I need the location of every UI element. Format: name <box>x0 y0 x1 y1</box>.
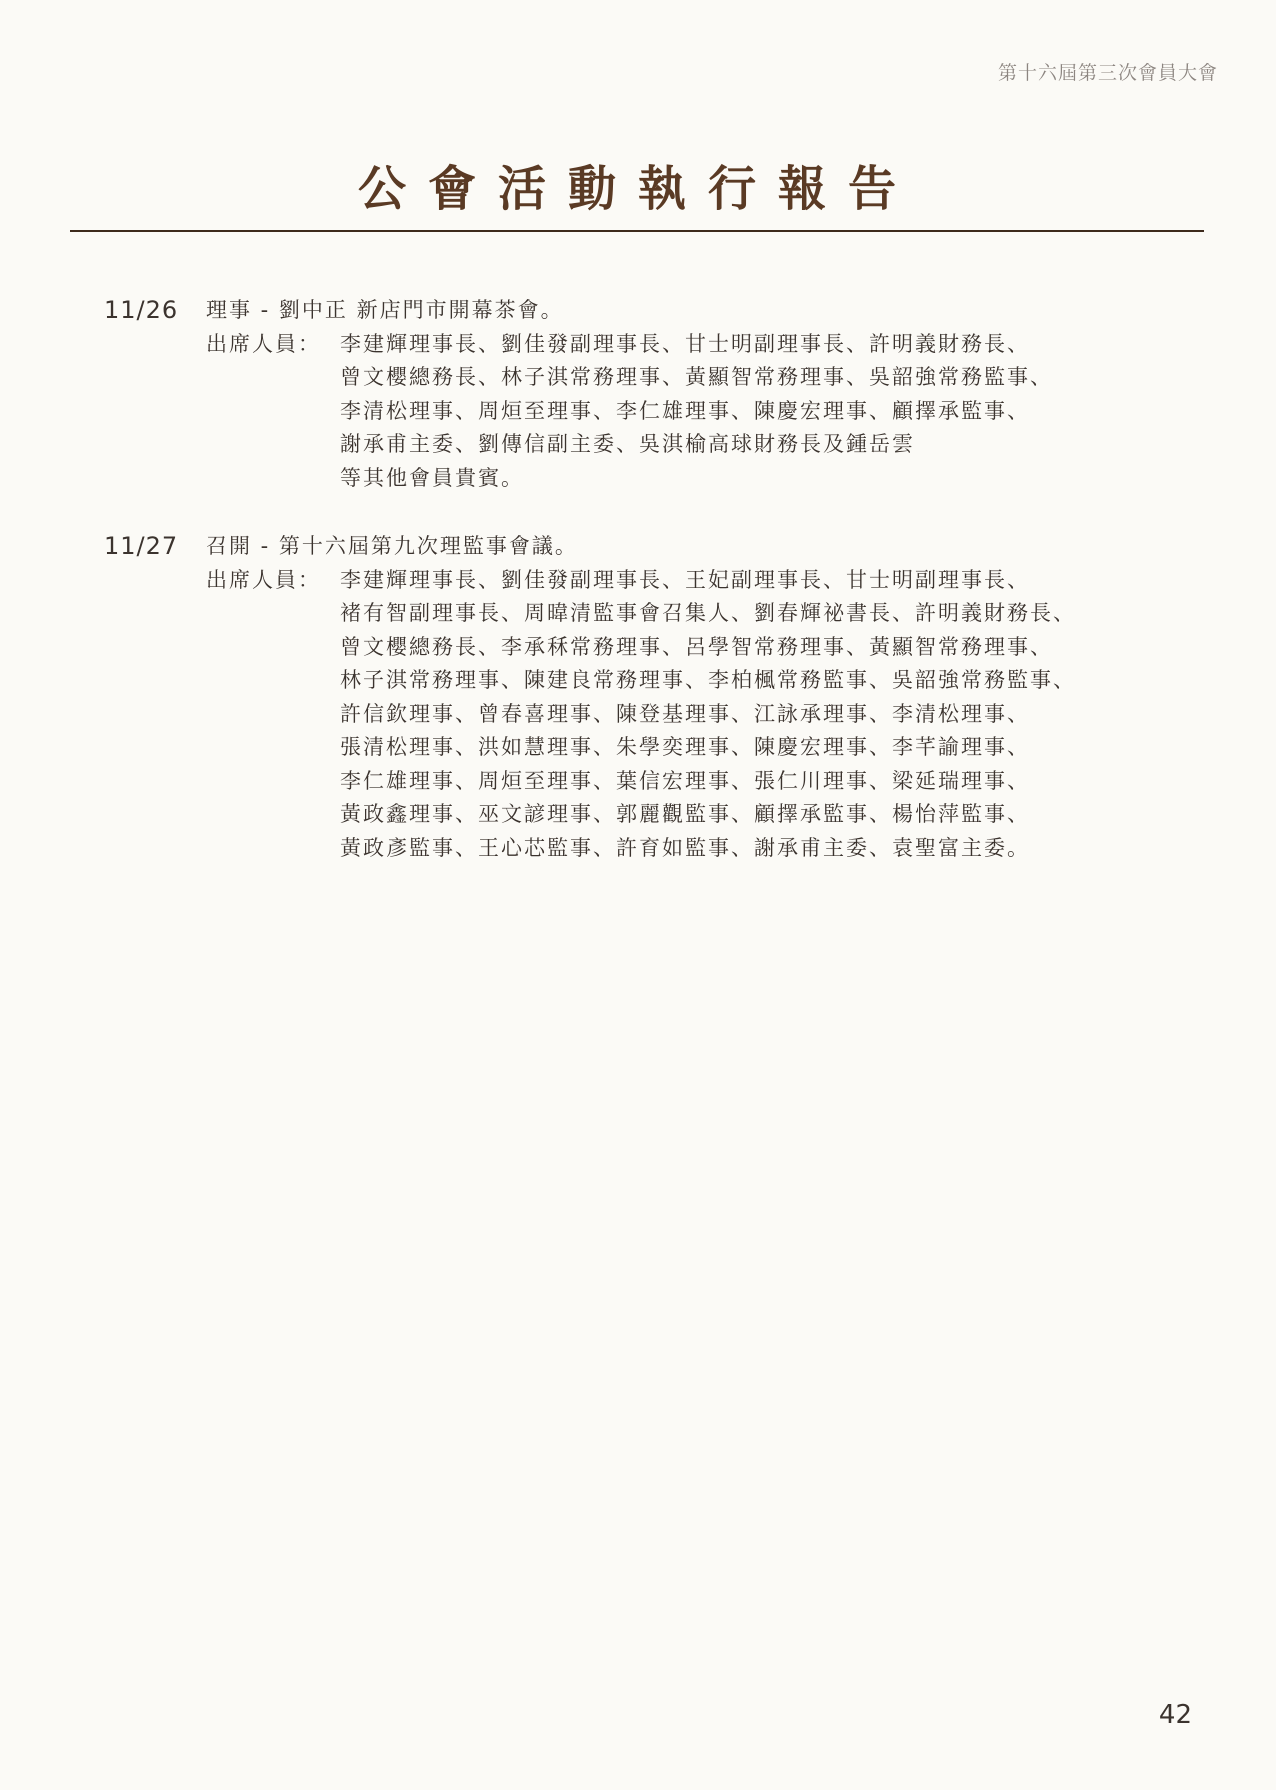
attendees-block <box>206 328 1184 496</box>
page-number: 42 <box>1158 1700 1192 1730</box>
running-header: 第十六屆第三次會員大會 <box>997 62 1218 84</box>
attendee-line: 曾文櫻總務長、林子淇常務理事、黃顯智常務理事、吳韶強常務監事、 <box>340 365 1053 389</box>
title-divider <box>70 230 1204 232</box>
entry-title: 理事 - 劉中正 新店門市開幕茶會。 <box>206 298 564 322</box>
entry-body <box>206 530 1184 865</box>
activity-entry <box>104 530 1184 865</box>
attendee-line: 許信欽理事、曾春喜理事、陳登基理事、江詠承理事、李清松理事、 <box>340 701 1030 726</box>
entry-title: 召開 - 第十六屆第九次理監事會議。 <box>206 534 578 558</box>
attendee-list <box>340 328 1184 496</box>
attendees-label: 出席人員： <box>206 567 321 592</box>
attendee-line: 李建輝理事長、劉佳發副理事長、甘士明副理事長、許明義財務長、 <box>340 331 1030 356</box>
entry-body <box>206 294 1184 495</box>
attendee-line: 曾文櫻總務長、李承秝常務理事、呂學智常務理事、黃顯智常務理事、 <box>340 634 1053 659</box>
attendees-block <box>206 564 1184 866</box>
attendee-line: 黃政鑫理事、巫文諺理事、郭麗觀監事、顧擇承監事、楊怡萍監事、 <box>340 802 1030 826</box>
attendee-line: 褚有智副理事長、周暐清監事會召集人、劉春輝祕書長、許明義財務長、 <box>340 601 1076 625</box>
entry-date: 11/26 <box>104 296 179 324</box>
attendee-line: 謝承甫主委、劉傳信副主委、吳淇榆高球財務長及鍾岳雲 <box>340 432 915 456</box>
attendee-list <box>340 564 1184 866</box>
attendee-line: 等其他會員貴賓。 <box>340 465 524 490</box>
attendees-label: 出席人員： <box>206 331 321 356</box>
attendee-line: 林子淇常務理事、陳建良常務理事、李柏楓常務監事、吳韶強常務監事、 <box>340 668 1076 692</box>
attendee-line: 張清松理事、洪如慧理事、朱學奕理事、陳慶宏理事、李芊諭理事、 <box>340 735 1030 759</box>
attendee-line: 李清松理事、周烜至理事、李仁雄理事、陳慶宏理事、顧擇承監事、 <box>340 398 1030 423</box>
entry-date: 11/27 <box>104 532 179 560</box>
page-title: 公會活動執行報告 <box>357 161 918 217</box>
activity-entry <box>104 294 1184 495</box>
attendee-line: 李仁雄理事、周烜至理事、葉信宏理事、張仁川理事、梁延瑞理事、 <box>340 768 1030 793</box>
attendee-line: 黃政彥監事、王心芯監事、許育如監事、謝承甫主委、袁聖富主委。 <box>340 835 1030 860</box>
activity-entries <box>104 294 1184 900</box>
attendee-line: 李建輝理事長、劉佳發副理事長、王妃副理事長、甘士明副理事長、 <box>340 567 1030 592</box>
